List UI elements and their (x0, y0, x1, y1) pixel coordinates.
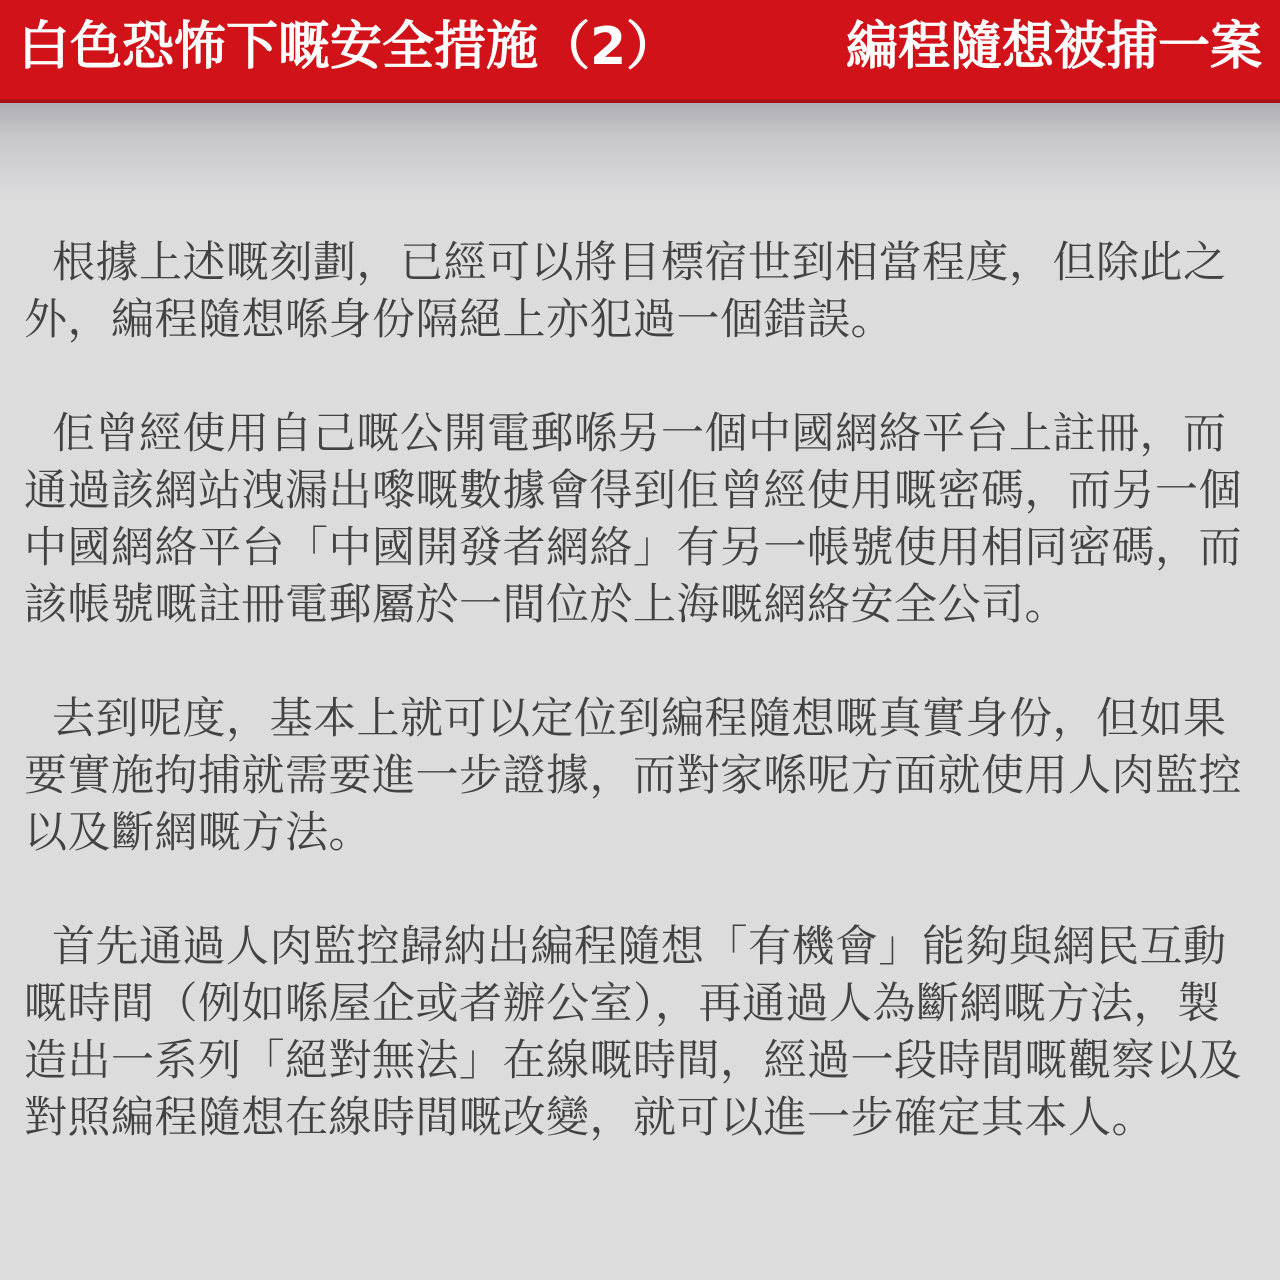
text-line: 嘅時間（例如喺屋企或者辦公室），再通過人為斷網嘅方法，製 (24, 979, 1221, 1029)
text-line: 造出一系列「絕對無法」在線嘅時間，經過一段時間嘅觀察以及 (24, 1036, 1242, 1086)
text-line: 中國網絡平台「中國開發者網絡」有另一帳號使用相同密碼，而 (24, 523, 1242, 573)
paragraph-1 (24, 235, 1256, 349)
text-line: 外，編程隨想喺身份隔絕上亦犯過一個錯誤。 (24, 295, 894, 345)
paragraph-2 (24, 406, 1256, 634)
text-line: 對照編程隨想在線時間嘅改變，就可以進一步確定其本人。 (24, 1093, 1155, 1143)
text-line: 要實施拘捕就需要進一步證據，而對家喺呢方面就使用人肉監控 (24, 751, 1242, 801)
text-line: 首先通過人肉監控歸納出編程隨想「有機會」能夠與網民互動 (52, 922, 1227, 972)
header-title-right: 編程隨想被捕一案 (845, 16, 1262, 77)
header-title-left: 白色恐怖下嘅安全措施（2） (18, 16, 679, 77)
article-body (0, 103, 1280, 1280)
text-line: 佢曾經使用自己嘅公開電郵喺另一個中國網絡平台上註冊，而 (52, 409, 1227, 459)
text-line: 通過該網站洩漏出嚟嘅數據會得到佢曾經使用嘅密碼，而另一個 (24, 466, 1242, 516)
header-banner (0, 0, 1280, 103)
text-line: 以及斷網嘅方法。 (24, 808, 372, 858)
paragraph-4 (24, 919, 1256, 1147)
text-line: 該帳號嘅註冊電郵屬於一間位於上海嘅網絡安全公司。 (24, 580, 1068, 630)
paragraph-3 (24, 691, 1256, 862)
text-line: 去到呢度，基本上就可以定位到編程隨想嘅真實身份，但如果 (52, 694, 1227, 744)
text-line: 根據上述嘅刻劃，已經可以將目標宿世到相當程度，但除此之 (52, 238, 1227, 288)
